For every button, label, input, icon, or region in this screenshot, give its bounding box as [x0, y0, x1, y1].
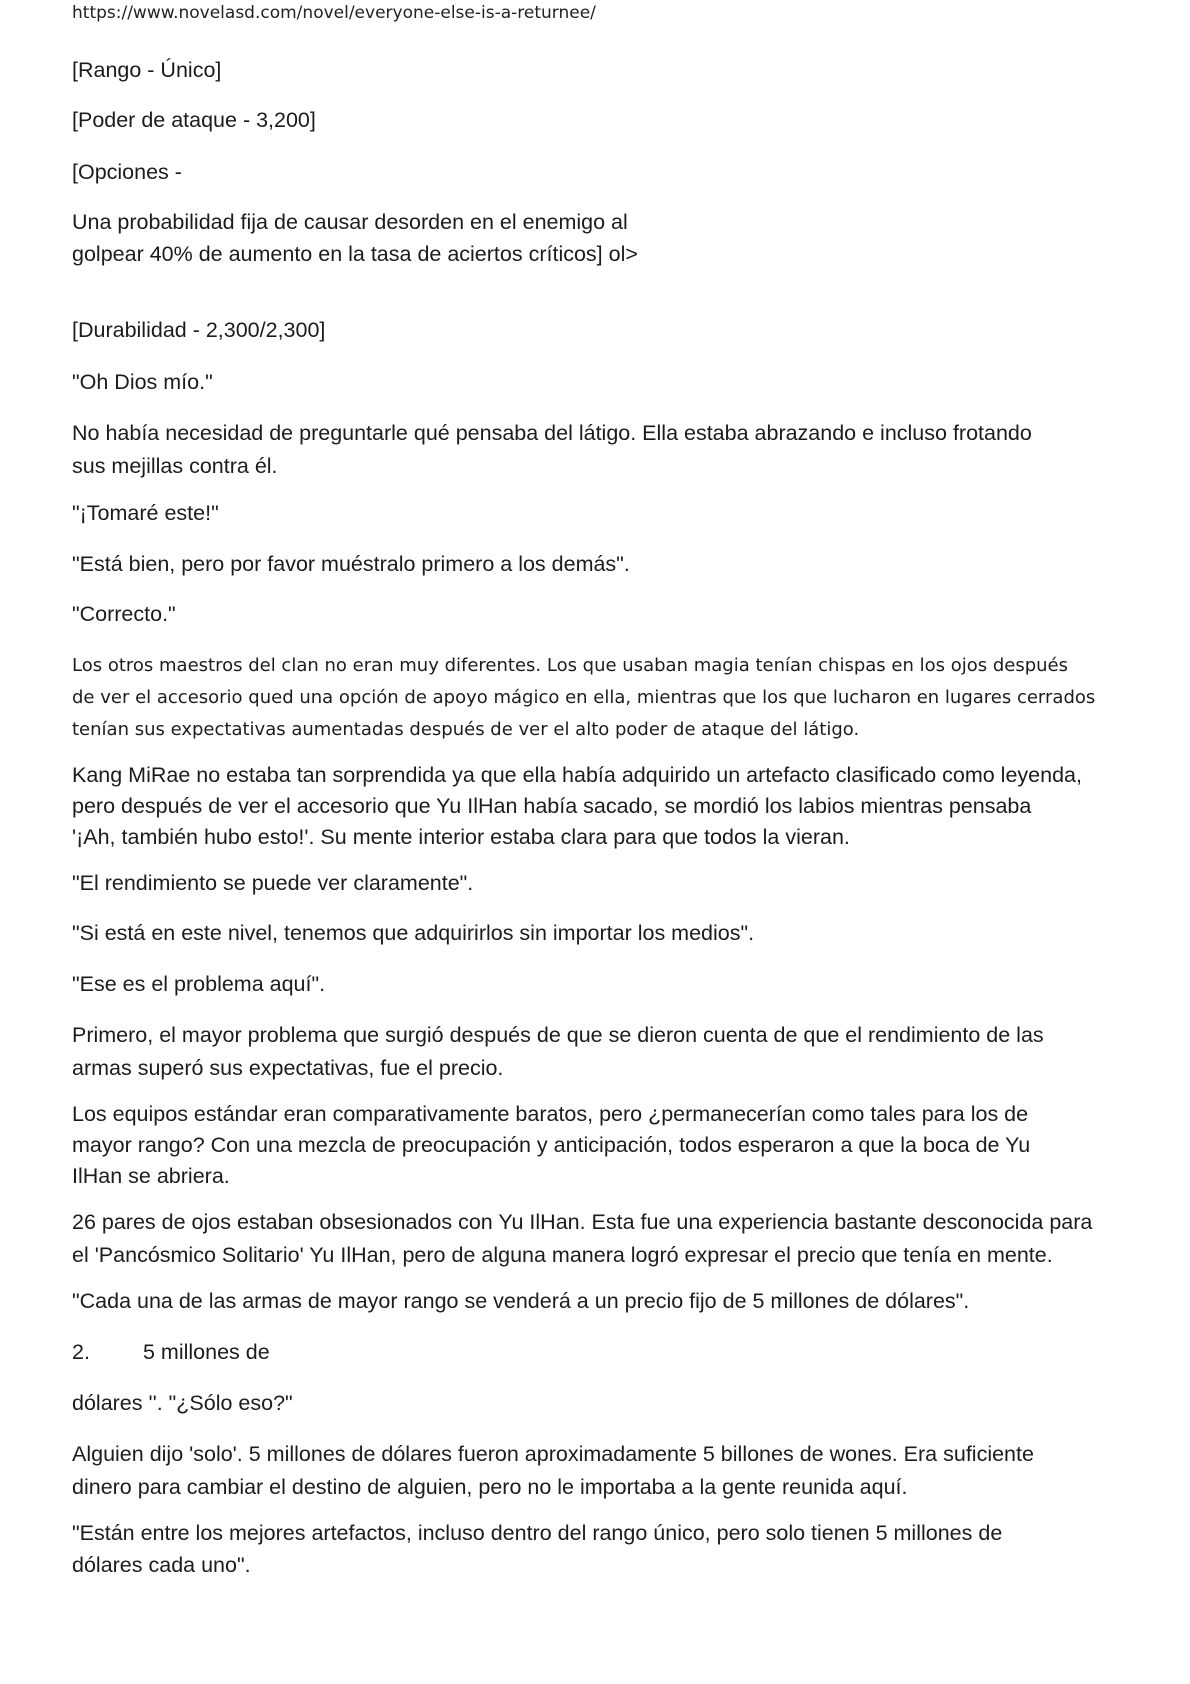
paragraph-options: [Opciones - [72, 160, 182, 184]
paragraph-equipos-line-1: Los equipos estándar eran comparativamente baratos, pero ¿permanecerían como tales para los de [72, 1102, 1029, 1126]
paragraph-latigo-line-2: sus mejillas contra él. [72, 454, 278, 478]
paragraph-oh-dios: "Oh Dios mío." [72, 370, 213, 394]
paragraph-pares-line-1: 26 pares de ojos estaban obsesionados con Yu IlHan. Esta fue una experiencia bastante desconocida para [72, 1210, 1093, 1234]
paragraph-cada-una: "Cada una de las armas de mayor rango se venderá a un precio fijo de 5 millones de dólares". [72, 1289, 970, 1313]
paragraph-equipos-line-2: mayor rango? Con una mezcla de preocupación y anticipación, todos esperaron a que la boca de Yu [72, 1133, 1031, 1157]
list-item-text: 5 millones de [143, 1340, 270, 1364]
page-url: https://www.novelasd.com/novel/everyone-else-is-a-returnee/ [72, 3, 596, 23]
paragraph-alguien-line-1: Alguien dijo 'solo'. 5 millones de dólares fueron aproximadamente 5 billones de wones. Era suficiente [72, 1442, 1034, 1466]
paragraph-primero-line-1: Primero, el mayor problema que surgió después de que se dieron cuenta de que el rendimiento de las [72, 1023, 1044, 1047]
paragraph-maestros-line-1: Los otros maestros del clan no eran muy diferentes. Los que usaban magia tenían chispas en los ojos después [72, 655, 1069, 676]
paragraph-rendimiento: "El rendimiento se puede ver claramente". [72, 871, 474, 895]
paragraph-correcto: "Correcto." [72, 602, 176, 626]
paragraph-tomare: "¡Tomaré este!" [72, 501, 219, 525]
paragraph-options-line-1: Una probabilidad fija de causar desorden en el enemigo al [72, 210, 628, 234]
paragraph-rank: [Rango - Único] [72, 58, 222, 82]
paragraph-estan-entre-line-2: dólares cada uno". [72, 1553, 251, 1577]
list-item-numbered [72, 1336, 270, 1368]
paragraph-nivel: "Si está en este nivel, tenemos que adquirirlos sin importar los medios". [72, 921, 755, 945]
paragraph-estan-entre-line-1: "Están entre los mejores artefactos, incluso dentro del rango único, pero solo tienen 5 millones de [72, 1521, 1003, 1545]
paragraph-maestros-line-3: tenían sus expectativas aumentadas después de ver el alto poder de ataque del látigo. [72, 719, 860, 740]
paragraph-latigo-line-1: No había necesidad de preguntarle qué pensaba del látigo. Ella estaba abrazando e incluso frotando [72, 421, 1032, 445]
paragraph-kang-mirae-line-1: Kang MiRae no estaba tan sorprendida ya que ella había adquirido un artefacto clasificado como leyenda, [72, 763, 1082, 787]
paragraph-attack-power: [Poder de ataque - 3,200] [72, 108, 316, 132]
paragraph-options-line-2: golpear 40% de aumento en la tasa de aciertos críticos] ol> [72, 242, 638, 266]
paragraph-problema: "Ese es el problema aquí". [72, 972, 326, 996]
paragraph-dolares-solo: dólares ''. "¿Sólo eso?" [72, 1391, 293, 1415]
paragraph-kang-mirae-line-2: pero después de ver el accesorio que Yu IlHan había sacado, se mordió los labios mientras pensaba [72, 794, 1032, 818]
paragraph-primero-line-2: armas superó sus expectativas, fue el precio. [72, 1056, 504, 1080]
paragraph-kang-mirae-line-3: '¡Ah, también hubo esto!'. Su mente interior estaba clara para que todos la vieran. [72, 825, 850, 849]
paragraph-durability: [Durabilidad - 2,300/2,300] [72, 318, 326, 342]
paragraph-alguien-line-2: dinero para cambiar el destino de alguien, pero no le importaba a la gente reunida aquí. [72, 1475, 908, 1499]
paragraph-pares-line-2: el 'Pancósmico Solitario' Yu IlHan, pero de alguna manera logró expresar el precio que tenía en mente. [72, 1243, 1053, 1267]
list-item-number: 2. [72, 1340, 90, 1364]
paragraph-equipos-line-3: IlHan se abriera. [72, 1164, 230, 1188]
paragraph-esta-bien: "Está bien, pero por favor muéstralo primero a los demás". [72, 552, 630, 576]
paragraph-maestros-line-2: de ver el accesorio qued una opción de apoyo mágico en ella, mientras que los que lucharon en lugares cerrados [72, 687, 1096, 708]
